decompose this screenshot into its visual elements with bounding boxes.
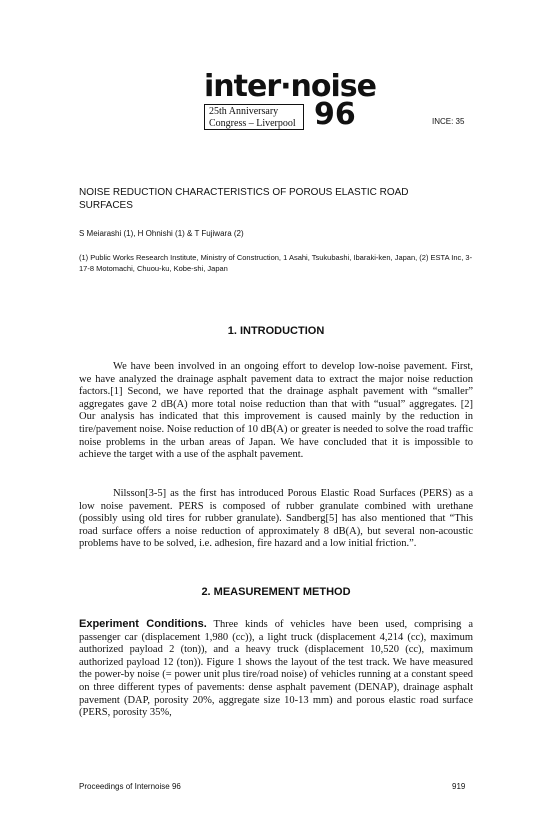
method-paragraph-1-text: Three kinds of vehicles have been used, comprising a passenger car (displacement 1,980 (cc)), a light truck (displacement 4,214 (cc), maximum authorized payload 2 (ton)), and a heavy truck (displacement 10,520 (cc), maximum authorized payload 12 (ton)). Figure 1 shows the layout of the test track. We have measured the power-by noise (= power unit plus tire/road noise) of vehicles running at a constant speed on three different types of pavements: dense asphalt pavement (DENAP), drainage asphalt pavement (DAP, porosity 20%, aggregate size 10-13 mm) and porous elastic road surface (PERS, porosity 35%, (79, 619, 473, 719)
paper-title: NOISE REDUCTION CHARACTERISTICS OF POROUS ELASTIC ROAD SURFACES (79, 187, 409, 211)
intro-paragraph-1-text: We have been involved in an ongoing effort to develop low-noise pavement. First, we have analyzed the drainage asphalt pavement data to extract the major noise reduction factors.[1] Second, we have reported that the drainage asphalt pavement with “smaller” aggregates gave 2 dB(A) more total noise reduction than that with “usual” aggregates. [2] Our analysis has indicated that this improvement is caused mainly by the reduction in tire/pavement noise. Noise reduction of 10 dB(A) or greater is needed to solve the road traffic noise problems in the urban areas of Japan. We have concluded that it is impossible to achieve the target with a use of the asphalt pavement. (79, 361, 474, 461)
inter-noise-logo (204, 69, 376, 132)
logo-anniversary-line2: Congress – Liverpool (209, 118, 296, 129)
section-heading-introduction: 1. INTRODUCTION (227, 325, 325, 337)
footer-proceedings: Proceedings of Internoise 96 (79, 782, 181, 791)
authors: S Meiarashi (1), H Ohnishi (1) & T Fujiwara (2) (79, 229, 244, 238)
affiliations: (1) Public Works Research Institute, Ministry of Construction, 1 Asahi, Tsukubashi, Ibaraki-ken, Japan, (2) ESTA Inc, 3-17-8 Motomachi, Chuou-ku, Kobe-shi, Japan (79, 253, 473, 273)
intro-paragraph-2-text: Nilsson[3-5] as the first has introduced Porous Elastic Road Surfaces (PERS) as a low noise pavement. PERS is composed of rubber granulate combined with urethane (possibly using old tires for rubber granulate). Sandberg[5] has also mentioned that “This road surface offers a noise reduction of approximately 8 dB(A), but several non-acoustic problems have to be solved, i.e. adhesion, fire hazard and a low initial friction.”. (79, 488, 473, 550)
method-paragraph-1 (79, 618, 473, 720)
intro-paragraph-1 (79, 361, 473, 462)
logo-anniversary-box (204, 104, 304, 130)
page-number: 919 (452, 782, 466, 791)
section-heading-measurement-method: 2. MEASUREMENT METHOD (201, 586, 351, 598)
paper-reference: INCE: 35 (432, 117, 465, 126)
logo-year: 96 (314, 97, 356, 132)
logo-anniversary-line1: 25th Anniversary (209, 106, 279, 117)
experiment-conditions-runin: Experiment Conditions. (79, 618, 207, 630)
intro-paragraph-2 (79, 488, 473, 551)
logo-wordmark: inter·noise (204, 69, 376, 104)
